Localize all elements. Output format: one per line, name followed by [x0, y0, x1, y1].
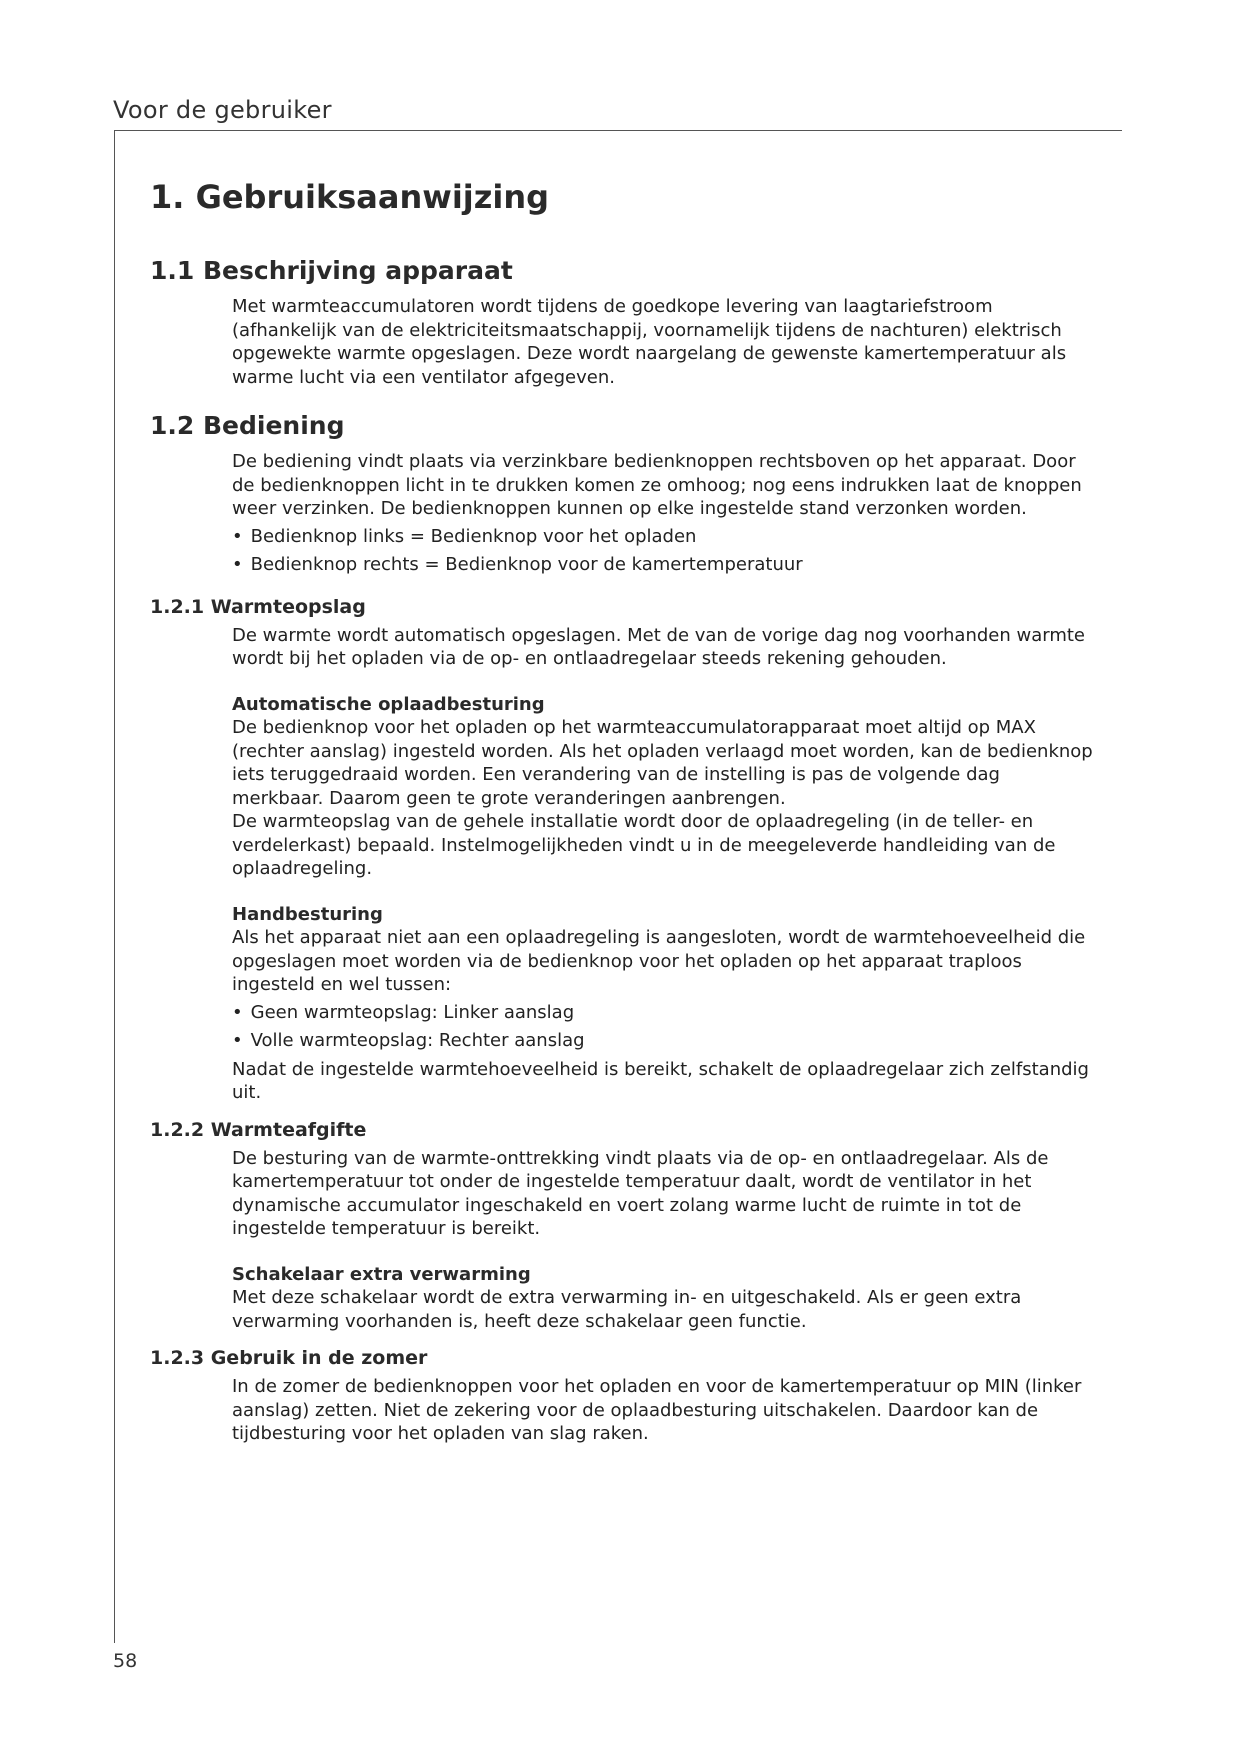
list-item: • Volle warmteopslag: Rechter aanslag: [232, 1029, 1095, 1053]
list-item: • Geen warmteopslag: Linker aanslag: [232, 1001, 1095, 1025]
chapter-title: 1. Gebruiksaanwijzing: [150, 178, 550, 216]
section-heading-1-1: 1.1 Beschrijving apparaat: [150, 256, 513, 285]
section-body-1-2: [232, 450, 1095, 577]
paragraph: Als het apparaat niet aan een oplaadregeling is aangesloten, wordt de warmtehoeveelheid die opgeslagen moet worden via de bedienknop voor het opladen op het apparaat traploos ingesteld en wel tussen:: [232, 927, 1086, 995]
section-body-1-2-1: [232, 624, 1095, 1105]
subheading-automatic-charging: Automatische oplaadbesturing: [232, 693, 545, 715]
page-content: [150, 178, 1095, 1446]
section-body-1-2-3: [232, 1375, 1095, 1446]
paragraph: Met deze schakelaar wordt de extra verwarming in- en uitgeschakeld. Als er geen extra verwarming voorhanden is, heeft deze schakelaar geen functie.: [232, 1287, 1022, 1332]
running-head: Voor de gebruiker: [113, 96, 332, 124]
bullet-list: [232, 525, 1095, 577]
paragraph: De bediening vindt plaats via verzinkbare bedienknoppen rechtsboven op het apparaat. Door de bedienknoppen licht in te drukken komen ze omhoog; nog eens indrukken laat de knoppen weer verzinken. De bedienknoppen kunnen op elke ingestelde stand verzonken worden.: [232, 451, 1082, 519]
list-item: • Bedienknop rechts = Bedienknop voor de kamertemperatuur: [232, 553, 1095, 577]
paragraph: De warmteopslag van de gehele installatie wordt door de oplaadregeling (in de teller- en verdelerkast) bepaald. Instelmogelijkheden vindt u in de meegeleverde handleiding van de oplaadregeling.: [232, 811, 1056, 879]
subheading-extra-heating-switch: Schakelaar extra verwarming: [232, 1263, 531, 1285]
header-rule: [114, 130, 1122, 131]
paragraph: Nadat de ingestelde warmtehoeveelheid is bereikt, schakelt de oplaadregelaar zich zelfstandig uit.: [232, 1058, 1089, 1103]
margin-rule: [114, 130, 115, 1643]
paragraph: In de zomer de bedienknoppen voor het opladen en voor de kamertemperatuur op MIN (linker aanslag) zetten. Niet de zekering voor de oplaadbesturing uitschakelen. Daardoor kan de tijdbesturing voor het opladen van slag raken.: [232, 1376, 1082, 1444]
section-body-1-1: [232, 295, 1095, 389]
bullet-list: [232, 1001, 1095, 1053]
page-number: 58: [113, 1650, 138, 1672]
section-heading-1-2-2: 1.2.2 Warmteafgifte: [150, 1118, 367, 1141]
paragraph: Met warmteaccumulatoren wordt tijdens de goedkope levering van laagtariefstroom (afhankelijk van de elektriciteitsmaatschappij, voornamelijk tijdens de nachturen) elektrisch opgewekte warmte opgeslagen. Deze wordt naargelang de gewenste kamertemperatuur als warme lucht via een ventilator afgegeven.: [232, 296, 1067, 388]
section-heading-1-2: 1.2 Bediening: [150, 411, 345, 440]
section-body-1-2-2: [232, 1147, 1095, 1334]
list-item: • Bedienknop links = Bedienknop voor het opladen: [232, 525, 1095, 549]
section-heading-1-2-3: 1.2.3 Gebruik in de zomer: [150, 1347, 428, 1369]
paragraph: De warmte wordt automatisch opgeslagen. Met de van de vorige dag nog voorhanden warmte wordt bij het opladen via de op- en ontlaadregelaar steeds rekening gehouden.: [232, 624, 1085, 669]
subheading-manual-control: Handbesturing: [232, 903, 383, 925]
paragraph: De besturing van de warmte-onttrekking vindt plaats via de op- en ontlaadregelaar. Als de kamertemperatuur tot onder de ingestelde temperatuur daalt, wordt de ventilator in het dynamische accumulator ingeschakeld en voert zolang warme lucht de ruimte in tot de ingestelde temperatuur is bereikt.: [232, 1147, 1049, 1239]
paragraph: De bedienknop voor het opladen op het warmteaccumulatorapparaat moet altijd op MAX (rechter aanslag) ingesteld worden. Als het opladen verlaagd moet worden, kan de bedienknop iets teruggedraaid worden. Een verandering van de instelling is pas de volgende dag merkbaar. Daarom geen te grote veranderingen aanbrengen.: [232, 717, 1093, 809]
section-heading-1-2-1: 1.2.1 Warmteopslag: [150, 595, 366, 618]
